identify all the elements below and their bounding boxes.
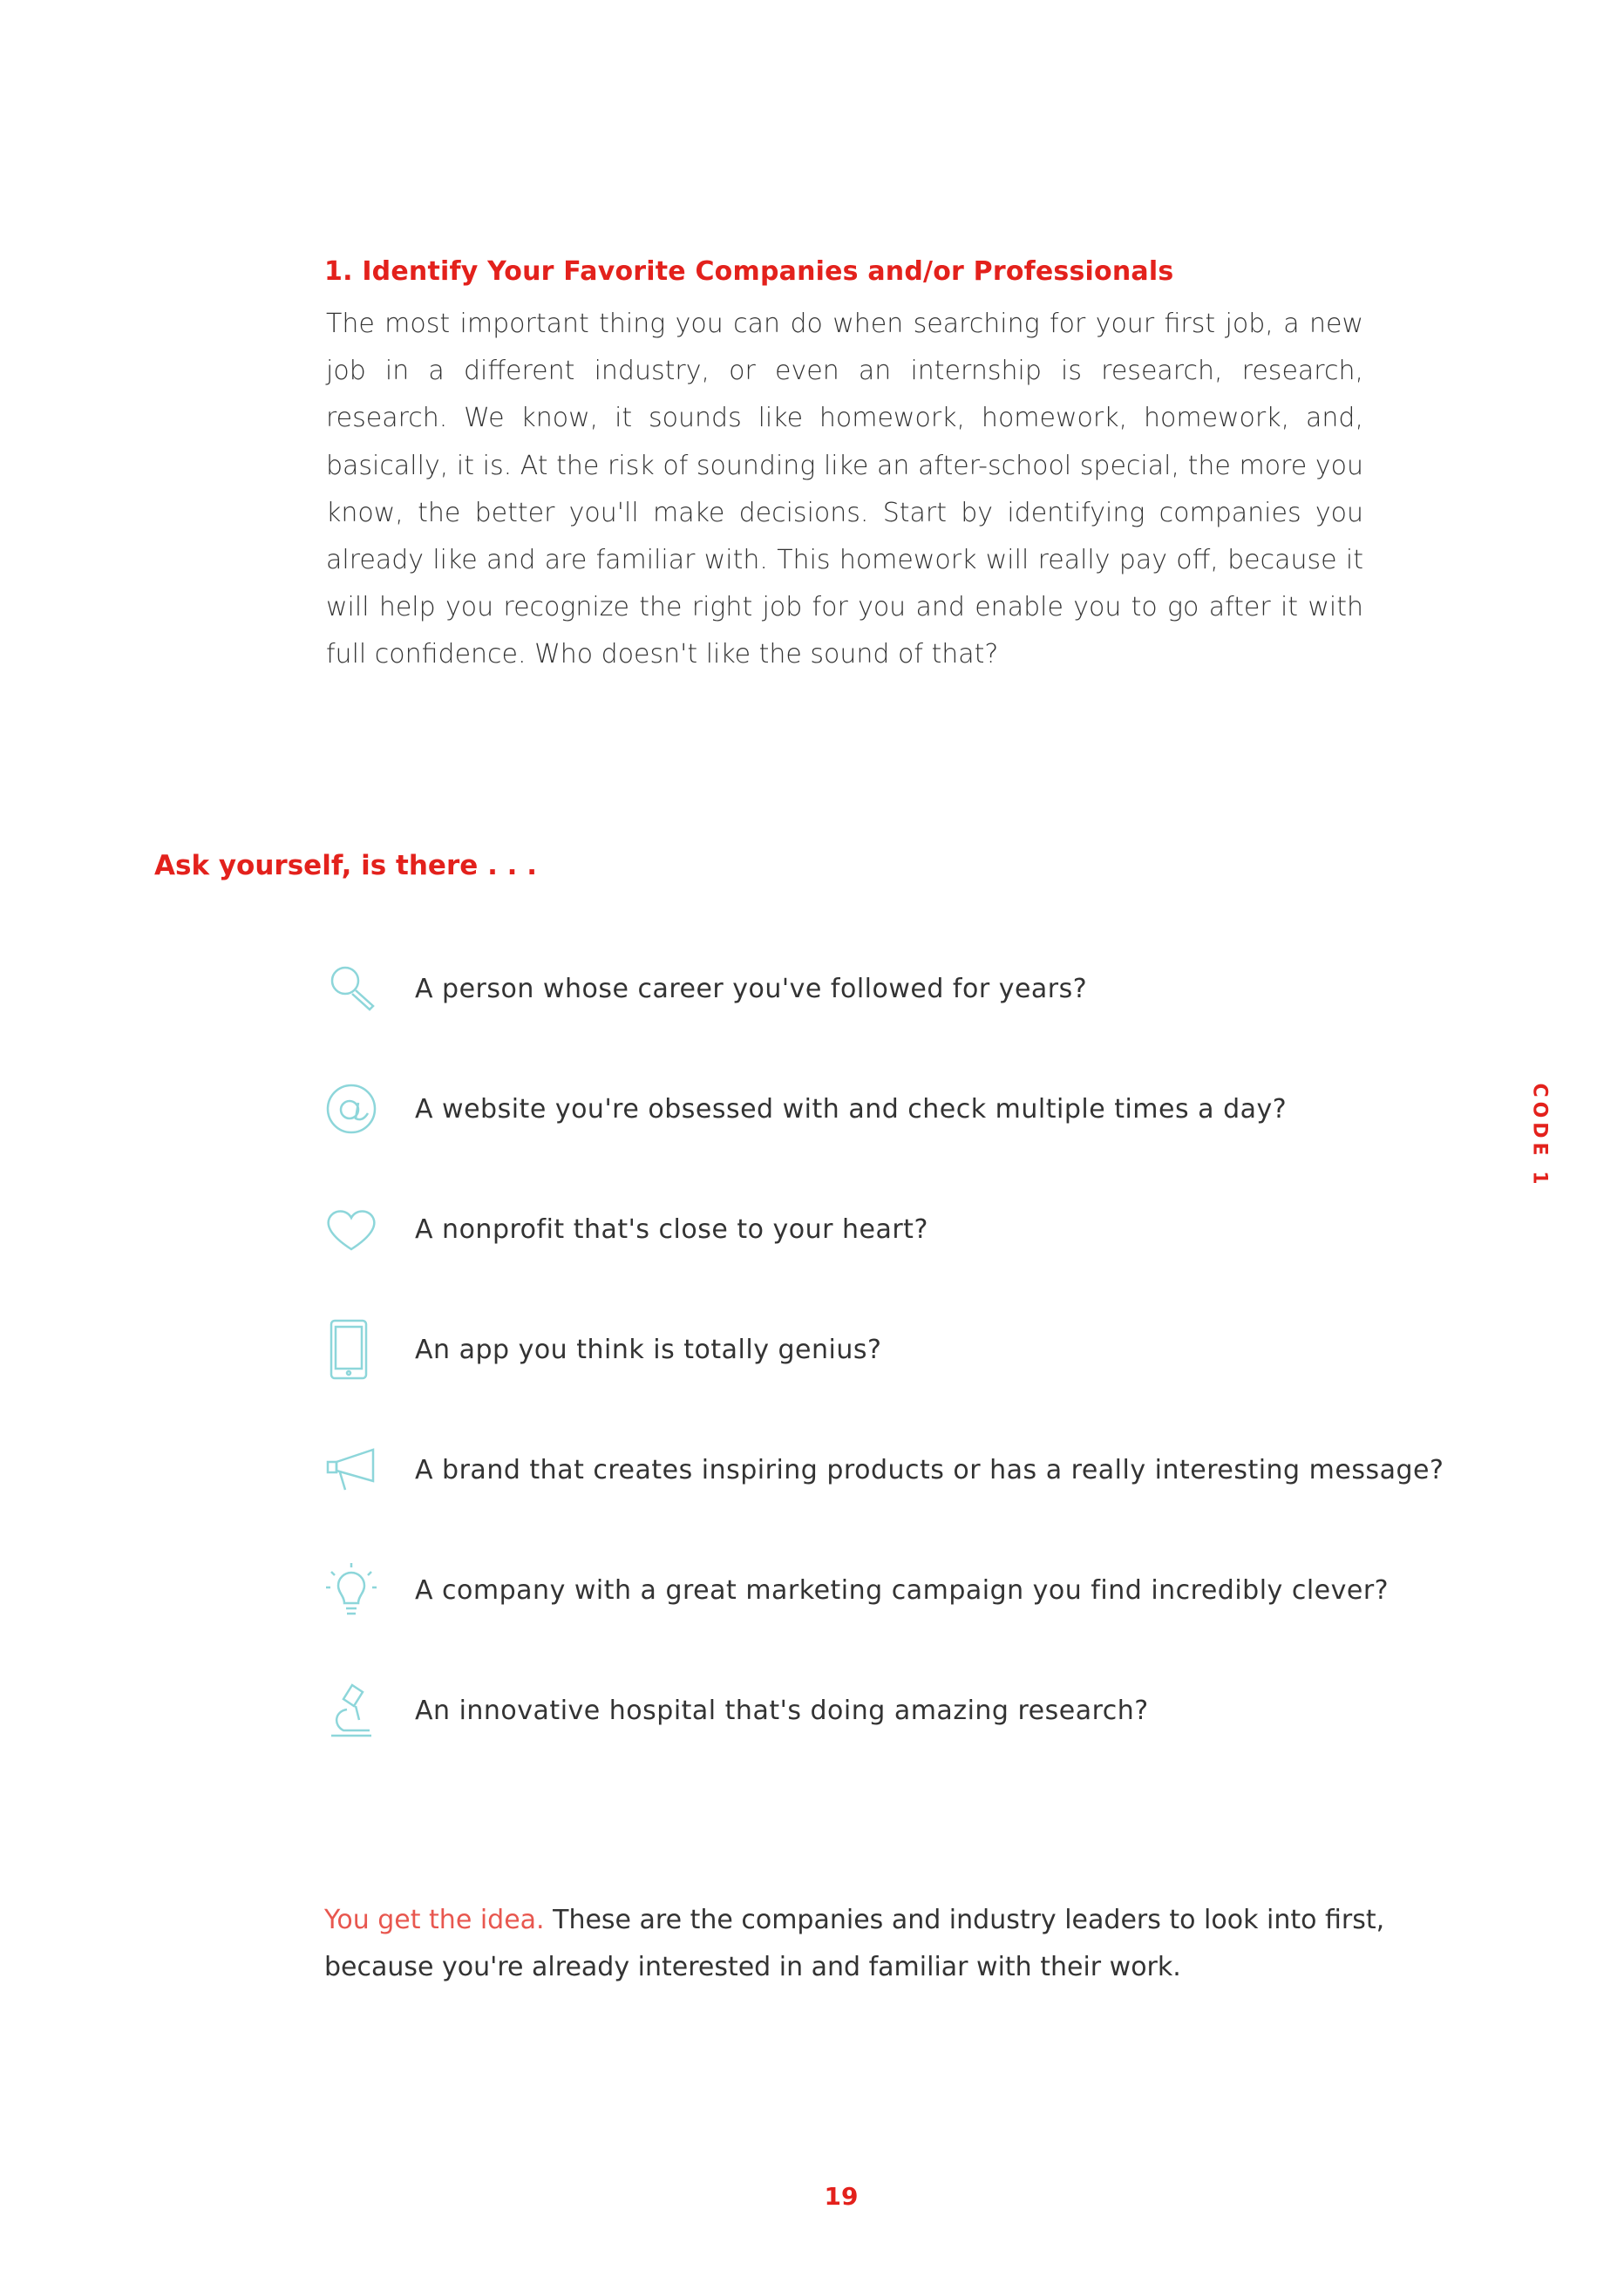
heart-icon [321,1199,382,1260]
list-item [321,949,1541,1028]
outro-highlight: You get the idea. [324,1905,545,1935]
list-item-text: A company with a great marketing campaign you find incredibly clever? [415,1574,1390,1606]
list-item-text: A nonprofit that's close to your heart? [415,1213,928,1245]
microscope-icon [321,1680,382,1741]
list-item-text: A brand that creates inspiring products or has a really interesting message? [415,1454,1444,1485]
list-item-text: An app you think is totally genius? [415,1334,882,1365]
outro-paragraph [324,1897,1458,1991]
outro-text: These are the companies and industry leaders to look into first, because you're already interested in and familiar with their work. [324,1905,1385,1982]
list-item [321,1190,1541,1268]
magnifier-icon [321,958,382,1019]
phone-icon [321,1319,382,1380]
list-item [321,1431,1541,1509]
ask-yourself-heading: Ask yourself, is there . . . [154,850,537,881]
list-item [321,1671,1541,1750]
page-number: 19 [824,2182,859,2211]
list-item [321,1070,1541,1148]
list-item-text: A website you're obsessed with and check multiple times a day? [415,1093,1288,1125]
list-item [321,1551,1541,1629]
list-item-text: An innovative hospital that's doing amazing research? [415,1695,1149,1726]
intro-paragraph: The most important thing you can do when searching for your first job, a new job in a different industry, or even an internship is research, research, research. We know, it sounds like homework, homework, homework, and, basically, it is. At the risk of sounding like an after-school special, the more you know, the better you'll make decisions. Start by identifying companies you already like and are familiar with. This homework will really pay off, because it will help you recognize the right job for you and enable you to go after it with full confidence. Who doesn't like the sound of that? [326,309,1363,670]
section-heading: 1. Identify Your Favorite Companies and/or Professionals [324,256,1174,287]
side-tab-label: CODE 1 [1528,1083,1551,1189]
list-item [321,1310,1541,1389]
list-item-text: A person whose career you've followed for years? [415,973,1088,1004]
megaphone-icon [321,1439,382,1500]
at-sign-icon [321,1078,382,1139]
lightbulb-icon [321,1560,382,1621]
